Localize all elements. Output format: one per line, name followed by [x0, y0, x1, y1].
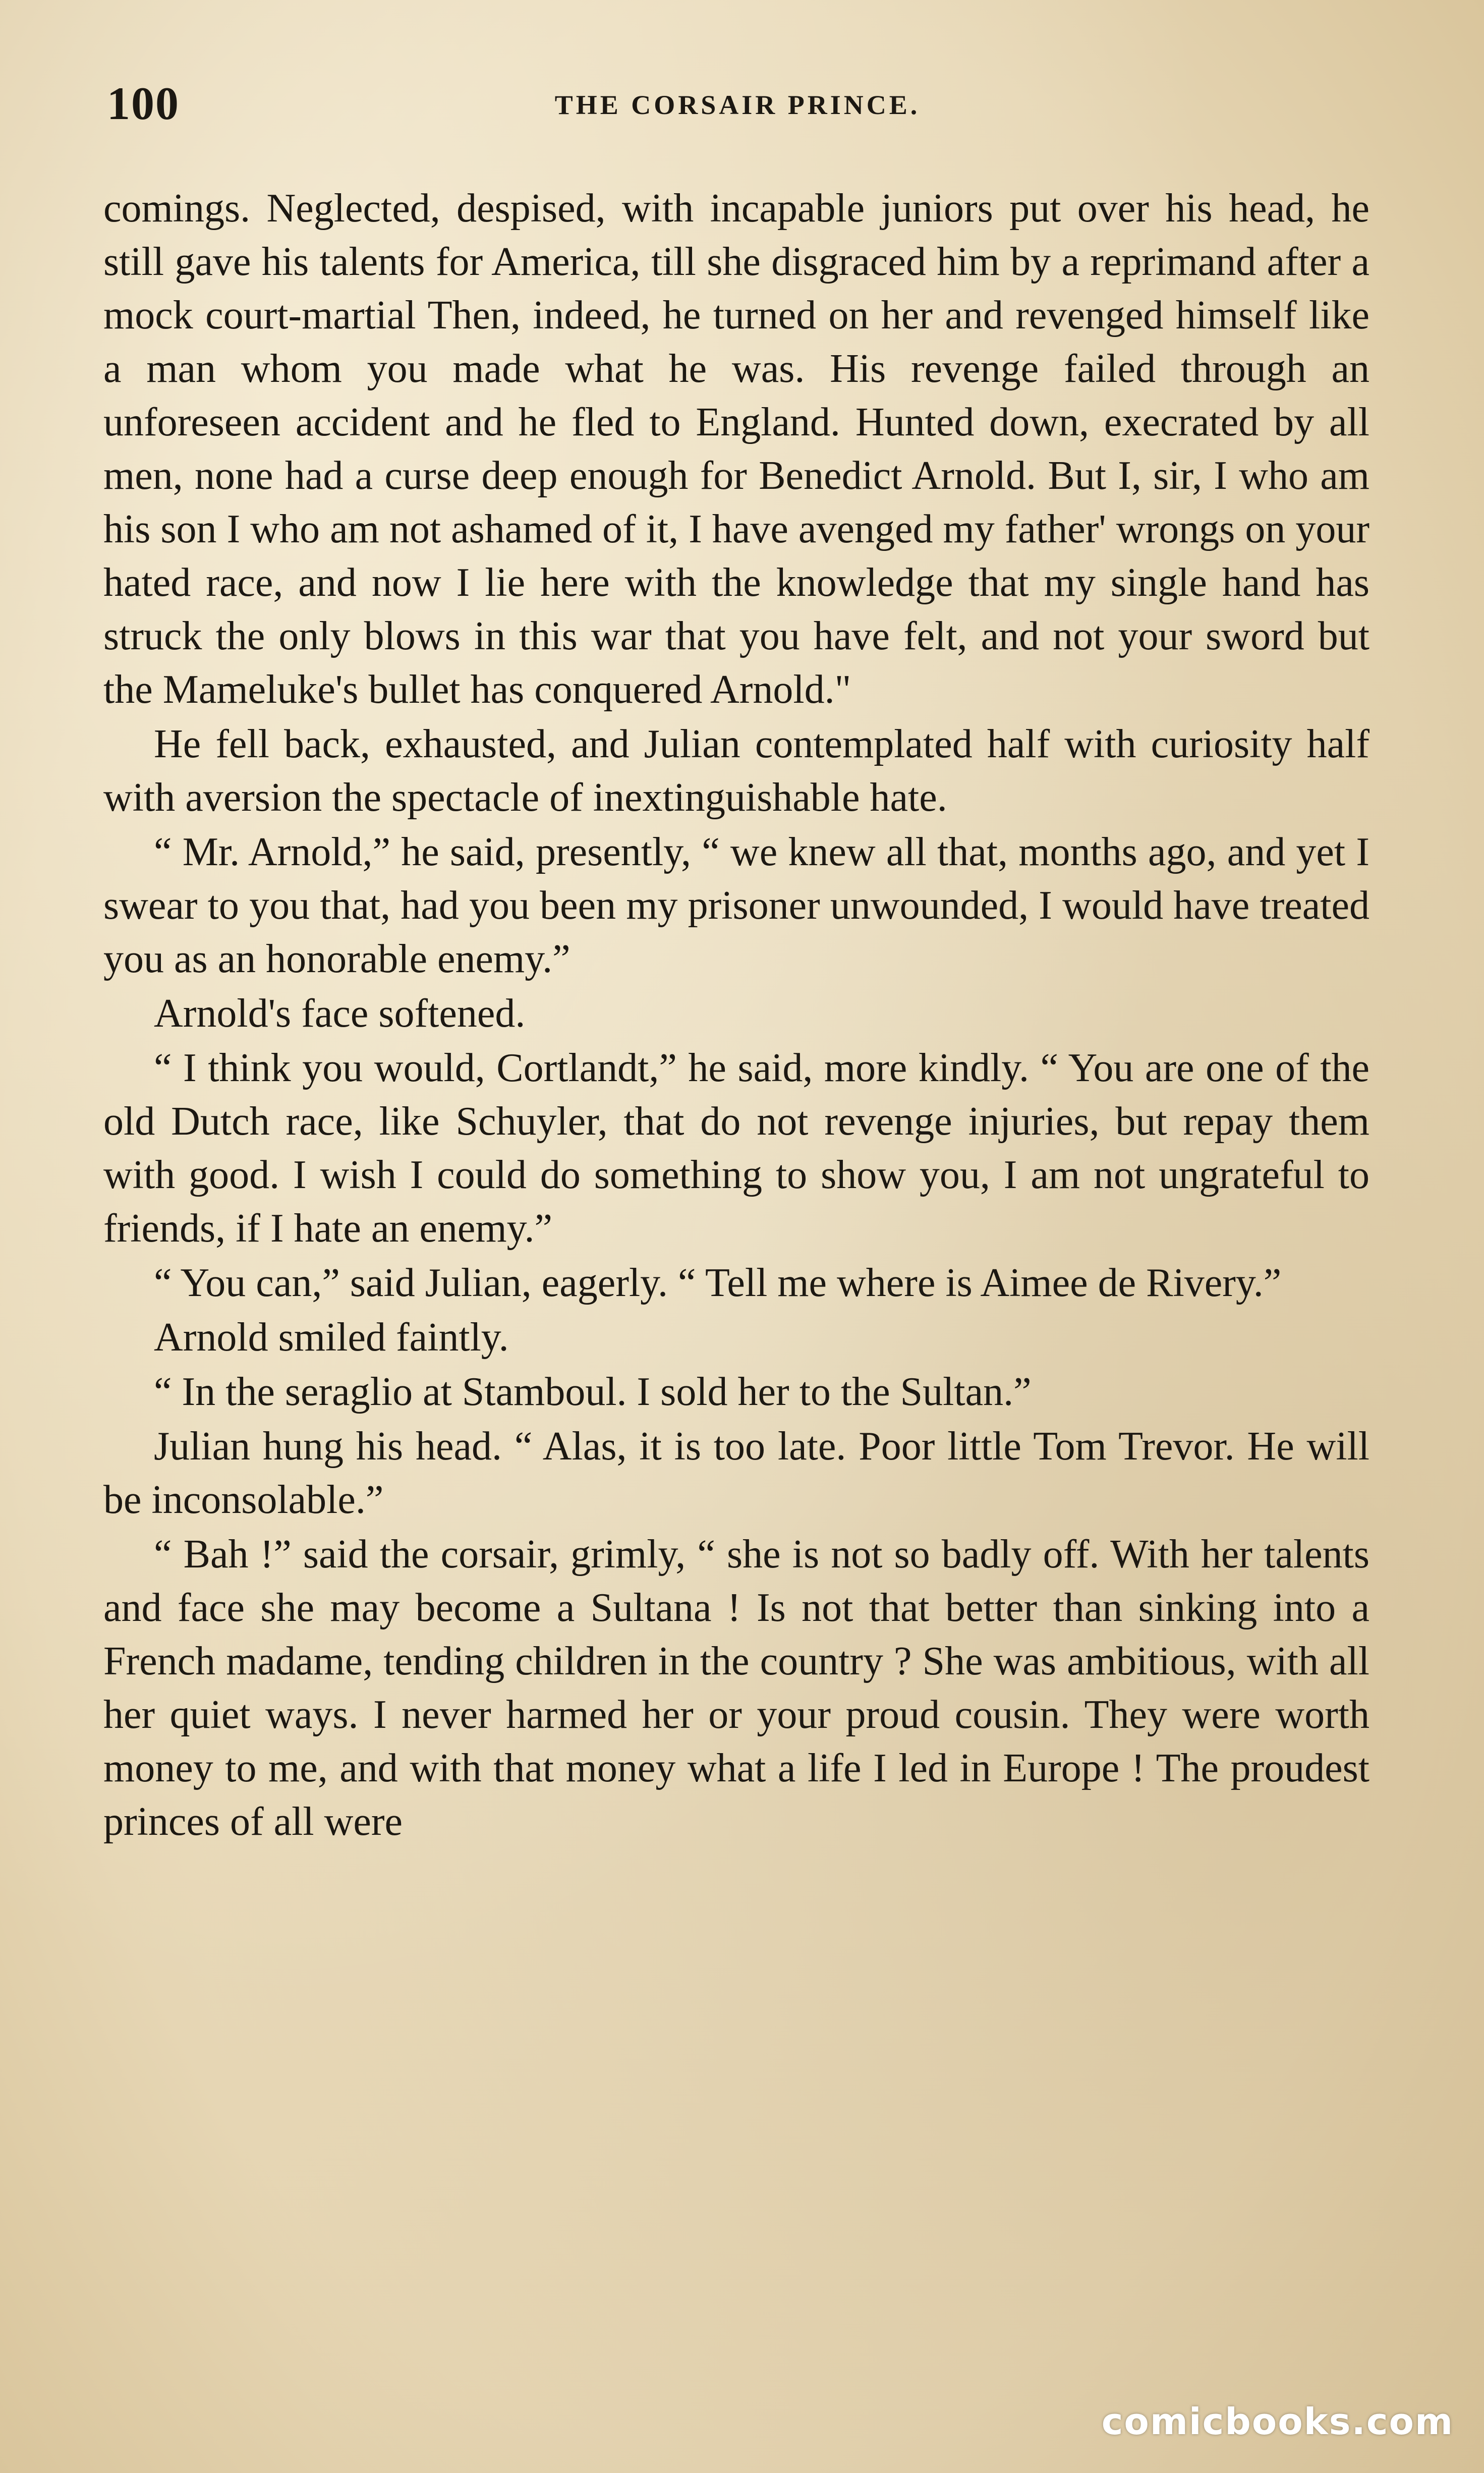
watermark: comicbooks.com [1101, 2400, 1454, 2443]
paragraph: “ Bah !” said the corsair, grimly, “ she is not so badly off. With her talents and face she may become a Sultana ! Is not that better than sinking into a French madame, tending children in the country ? She was ambitious, with all her quiet ways. I never harmed her or your proud cousin. They were worth money to me, and with that money what a life I led in Europe ! The proudest princes of all were [103, 1532, 1369, 1844]
page-header [107, 76, 1368, 131]
running-title: THE CORSAIR PRINCE. [554, 90, 921, 120]
paragraph: “ In the seraglio at Stamboul. I sold her to the Sultan.” [154, 1370, 1032, 1414]
paragraph: “ You can,” said Julian, eagerly. “ Tell me where is Aimee de Rivery.” [154, 1261, 1282, 1305]
paragraph: Arnold's face softened. [154, 991, 526, 1036]
body-text [103, 182, 1369, 1849]
paragraph: “ I think you would, Cortlandt,” he said, more kindly. “ You are one of the old Dutch race, like Schuyler, that do not revenge injuries, but repay them with good. I wish I could do something to show you, I am not ungrateful to friends, if I hate an enemy.” [103, 1046, 1369, 1251]
paragraph: Arnold smiled faintly. [154, 1315, 509, 1360]
paragraph: He fell back, exhausted, and Julian contemplated half with curiosity half with aversion the spectacle of inextinguishable hate. [103, 722, 1369, 820]
paragraph: Julian hung his head. “ Alas, it is too late. Poor little Tom Trevor. He will be inconsolable.” [103, 1424, 1369, 1522]
paragraph: comings. Neglected, despised, with incapable juniors put over his head, he still gave his talents for America, till she disgraced him by a reprimand after a mock court-martial Then, indeed, he turned on her and revenged himself like a man whom you made what he was. His revenge failed through an unforeseen accident and he fled to England. Hunted down, execrated by all men, none had a curse deep enough for Benedict Arnold. But I, sir, I who am his son I who am not ashamed of it, I have avenged my father' wrongs on your hated race, and now I lie here with the knowledge that my single hand has struck the only blows in this war that you have felt, and not your sword but the Mameluke's bullet has conquered Arnold." [103, 186, 1369, 712]
page-number: 100 [107, 78, 180, 129]
paragraph: “ Mr. Arnold,” he said, presently, “ we knew all that, months ago, and yet I swear to you that, had you been my prisoner unwounded, I would have treated you as an honorable enemy.” [103, 830, 1369, 981]
